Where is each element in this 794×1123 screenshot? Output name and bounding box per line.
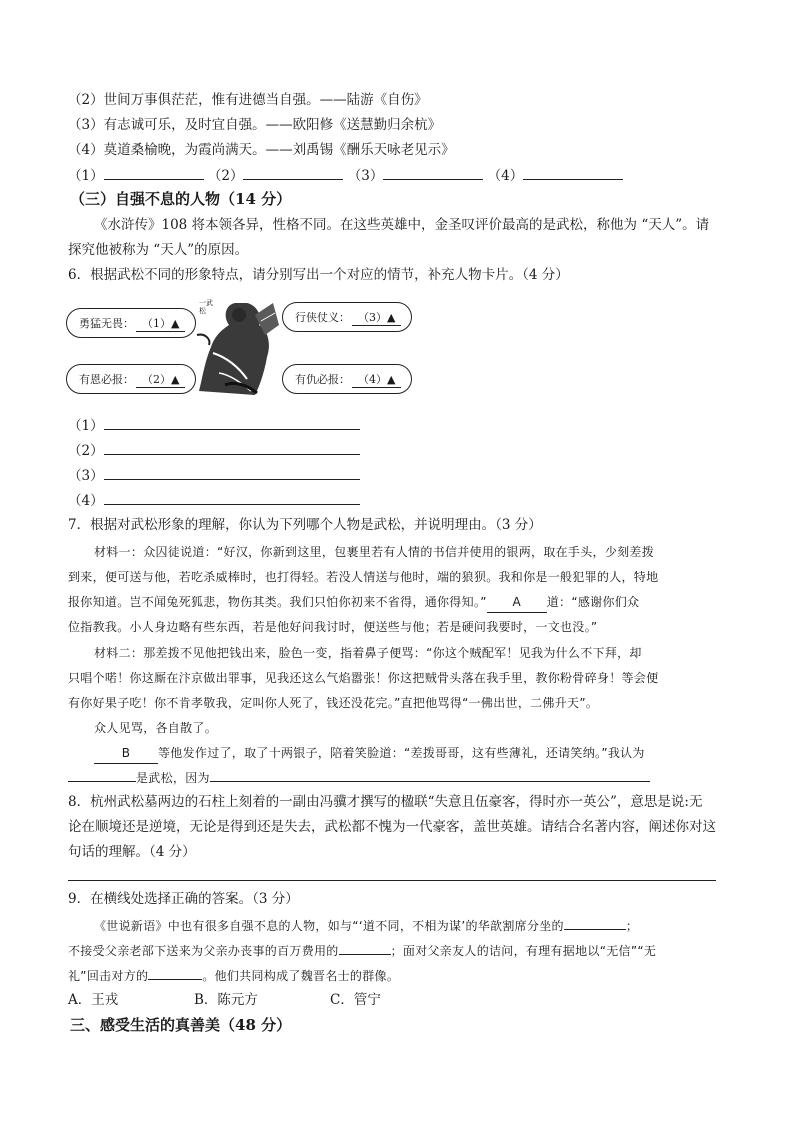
card-gratitude-blank[interactable]: （2）▲ <box>136 371 185 388</box>
q9-line1-end: ； <box>625 919 639 933</box>
card-brave <box>66 308 196 338</box>
q7-answer-text: 是武松，因为 <box>136 771 210 785</box>
q9-line1 <box>94 915 638 936</box>
section-3-intro-1: 《水浒传》108 将本领各异，性格不同。在这些英雄中，金圣叹评价最高的是武松，称他为 “天人”。请 <box>94 217 710 233</box>
q7-material2-line2: 只唱个喏！你这厮在汴京做出罪事，见我还这么气焰嚣张！你这把贼骨头落在我手里，教你粉骨碎身！等会便 <box>68 671 659 685</box>
q9-line1-text: 《世说新语》中也有很多自强不息的人物，如与“‘道不同，不相为谋’的华歆割席分坐的 <box>94 919 564 933</box>
q8-line1: 8．杭州武松墓两边的石柱上刻着的一副由冯骥才撰写的楹联“失意且伍豪客，得时亦一英公”，意思是说:无 <box>68 794 703 810</box>
q7-material2-line3: 有你好果子吃！你不肯孝敬我，定叫你人死了，钱还没花完。”直把他骂得“一佛出世，二佛升天”。 <box>68 696 599 710</box>
q9-line2 <box>68 940 656 961</box>
q8-line2: 论在顺境还是逆境，无论是得到还是失去，武松都不愧为一代豪客，盖世英雄。请结合名著内容，阐述你对这 <box>68 819 716 835</box>
q6-prompt: 6．根据武松不同的形象特点，请分别写出一个对应的情节，补充人物卡片。（4 分） <box>68 267 569 283</box>
card-revenge <box>282 364 412 394</box>
q6-answer-2 <box>68 440 360 461</box>
q9-line3 <box>68 965 399 986</box>
q6-answer-blank-1[interactable] <box>104 415 360 430</box>
q7-material1-line3 <box>68 592 639 613</box>
answer-blank-2[interactable] <box>243 165 343 180</box>
q7-material1-line4: 位指教我。小人身边略有些东西，若是他好问我讨时，便送些与他；若是硬问我要时，一文也没。” <box>68 620 598 634</box>
quote-2: （2）世间万事俱茫茫，惟有进德当自强。——陆游《自伤》 <box>68 92 428 108</box>
card-gratitude-label: 有恩必报： <box>79 373 134 386</box>
q7-material1-line2: 到来，便可送与他，若吃杀威棒时，也打得轻。若没人情送与他时，端的狼狈。我和你是一般犯罪的人，特地 <box>68 570 659 584</box>
q6-answer-blank-2[interactable] <box>104 440 360 455</box>
person-a-label: A <box>487 592 547 613</box>
q9-blank-3[interactable] <box>148 965 202 980</box>
answer-label-2: （2） <box>207 168 244 184</box>
q7-material1-line3-end: 道：“感谢你们众 <box>546 595 640 609</box>
quote-4: （4）莫道桑榆晚，为霞尚满天。——刘禹锡《酬乐天咏老见示》 <box>68 142 455 158</box>
q6-answer-blank-3[interactable] <box>104 465 360 480</box>
q8-line3: 句话的理解。（4 分） <box>68 844 196 860</box>
answer-blank-1[interactable] <box>104 165 204 180</box>
answer-label-3: （3） <box>347 168 384 184</box>
card-chivalry <box>282 302 412 332</box>
q7-material2-line5-text: 等他发作过了，取了十两银子，陪着笑脸道：“差拨哥哥，这有些薄礼，还请笑纳。”我认为 <box>158 746 645 760</box>
quote-answer-row <box>68 165 623 186</box>
q6-answer-blank-4[interactable] <box>104 490 360 505</box>
q9-line2-end: ；面对父亲友人的诘问，有理有据地以“无信”“无 <box>390 944 657 958</box>
q7-material2-line4: 众人见骂，各自散了。 <box>94 721 218 735</box>
q9-option-b[interactable]: B．陈元方 <box>194 992 258 1008</box>
q6-answer-label-2: （2） <box>68 443 104 459</box>
portrait-caption: 一武松 <box>199 299 213 315</box>
q9-line3-end: 。他们共同构成了魏晋名士的群像。 <box>202 969 400 983</box>
q7-prompt: 7．根据对武松形象的理解，你认为下列哪个人物是武松，并说明理由。（3 分） <box>68 517 542 533</box>
card-chivalry-blank[interactable]: （3）▲ <box>352 309 401 326</box>
q9-line2-text: 不接受父亲老部下送来为父亲办丧事的百万费用的 <box>68 944 339 958</box>
card-brave-blank[interactable]: （1）▲ <box>136 315 185 332</box>
q9-blank-2[interactable] <box>339 940 391 955</box>
q7-material2-line5 <box>94 743 645 764</box>
card-revenge-label: 有仇必报： <box>295 373 350 386</box>
q9-line3-text: 礼”回击对方的 <box>68 969 149 983</box>
q6-answer-4 <box>68 490 360 511</box>
q9-options <box>68 990 381 1010</box>
q9-option-a[interactable]: A．王戎 <box>68 992 119 1008</box>
q6-answer-label-4: （4） <box>68 493 104 509</box>
q6-answer-1 <box>68 415 360 436</box>
card-chivalry-label: 行侠仗义： <box>295 311 350 324</box>
q6-answer-label-1: （1） <box>68 418 104 434</box>
q8-answer-line[interactable] <box>68 880 716 881</box>
answer-blank-3[interactable] <box>383 165 483 180</box>
q7-answer-line <box>68 767 650 788</box>
q6-answer-3 <box>68 465 360 486</box>
section-3-intro-2: 探究他被称为 “天人”的原因。 <box>68 242 249 258</box>
person-b-label: B <box>94 743 158 764</box>
card-gratitude <box>66 364 196 394</box>
q9-blank-1[interactable] <box>564 915 626 930</box>
q9-prompt: 9．在横线处选择正确的答案。（3 分） <box>68 891 299 907</box>
q7-material1-line3-text: 报你知道。岂不闻兔死狐悲，物伤其类。我们只怕你初来不省得，通你得知。” <box>68 595 487 609</box>
answer-label-1: （1） <box>68 168 104 184</box>
q7-material2-line1: 材料二：那差拨不见他把钱出来，脸色一变，指着鼻子便骂：“你这个贼配军！见我为什么不下拜，却 <box>94 646 642 660</box>
quote-3: （3）有志诚可乐，及时宜自强。——欧阳修《送慧勤归余杭》 <box>68 117 442 133</box>
q6-answer-label-3: （3） <box>68 468 104 484</box>
card-revenge-blank[interactable]: （4）▲ <box>352 371 401 388</box>
q7-reason-blank[interactable] <box>210 767 650 782</box>
answer-label-4: （4） <box>487 168 524 184</box>
answer-blank-4[interactable] <box>523 165 623 180</box>
card-brave-label: 勇猛无畏： <box>79 317 134 330</box>
q7-material1-line1: 材料一：众囚徒说道：“好汉，你新到这里，包裹里若有人情的书信并使用的银两，取在手头，少刻差拨 <box>94 545 655 559</box>
q9-option-c[interactable]: C．管宁 <box>330 992 381 1008</box>
section-heading-3: 三、感受生活的真善美（48 分） <box>70 1016 292 1034</box>
wusong-portrait <box>195 295 285 397</box>
q7-choice-blank[interactable] <box>68 767 136 782</box>
section-3-heading: （三）自强不息的人物（14 分） <box>70 190 292 208</box>
